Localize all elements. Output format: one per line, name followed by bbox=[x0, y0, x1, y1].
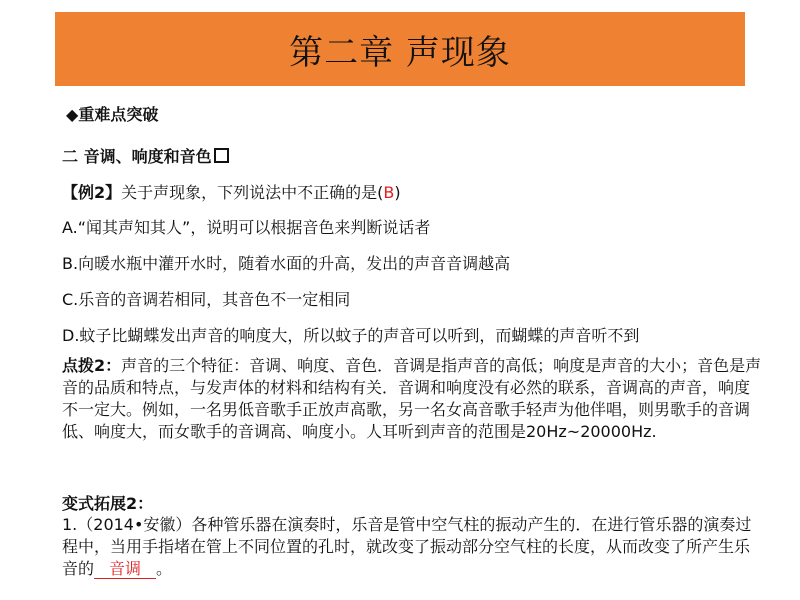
subsection-title bbox=[62, 144, 229, 167]
section-header bbox=[66, 102, 158, 125]
tip-paragraph bbox=[62, 355, 762, 443]
page-title: 第二章 声现象 bbox=[289, 32, 511, 73]
extension-label: 变式拓展2： bbox=[62, 494, 154, 513]
example-question-text: 关于声现象，下列说法中不正确的是( bbox=[121, 183, 384, 202]
example-answer: B bbox=[383, 183, 395, 202]
example-tag: 【例2】 bbox=[62, 183, 122, 202]
extension-end: 。 bbox=[156, 559, 173, 578]
example-close: ) bbox=[394, 183, 401, 202]
extension-question bbox=[62, 514, 762, 580]
option-a: A.“闻其声知其人”，说明可以根据音色来判断说话者 bbox=[62, 218, 431, 237]
extension-question-text: 1.（2014•安徽）各种管乐器在演奏时，乐音是管中空气柱的振动产生的．在进行管乐器的演奏过程中，当用手指堵在管上不同位置的孔时，就改变了振动部分空气柱的长度，从而改变了所产生乐音的 bbox=[62, 515, 752, 578]
tip-text: 声音的三个特征：音调、响度、音色．音调是指声音的高低；响度是声音的大小；音色是声音的品质和特点，与发声体的材料和结构有关．音调和响度没有必然的联系，音调高的声音，响度不一定大。例如，一名男低音歌手正放声高歌，另一名女高音歌手轻声为他伴唱，则男歌手的音调低、响度大，而女歌手的音调高、响度小。人耳听到声音的范围是20Hz~20000Hz. bbox=[62, 356, 762, 441]
section-header-label: 重难点突破 bbox=[78, 105, 159, 124]
extension-answer-blank: 音调 bbox=[94, 560, 156, 579]
example-question bbox=[62, 180, 401, 203]
option-c: C.乐音的音调若相同，其音色不一定相同 bbox=[62, 290, 351, 309]
option-d: D.蚊子比蝴蝶发出声音的响度大，所以蚊子的声音可以听到，而蝴蝶的声音听不到 bbox=[62, 326, 640, 345]
subsection-label: 二 音调、响度和音色 bbox=[62, 147, 212, 166]
checkbox-square-icon bbox=[214, 148, 229, 163]
option-b: B.向暖水瓶中灌开水时，随着水面的升高，发出的声音音调越高 bbox=[62, 254, 511, 273]
tip-label: 点拨2： bbox=[62, 356, 122, 375]
diamond-bullet-icon: ◆ bbox=[66, 105, 79, 124]
title-banner bbox=[55, 12, 745, 86]
